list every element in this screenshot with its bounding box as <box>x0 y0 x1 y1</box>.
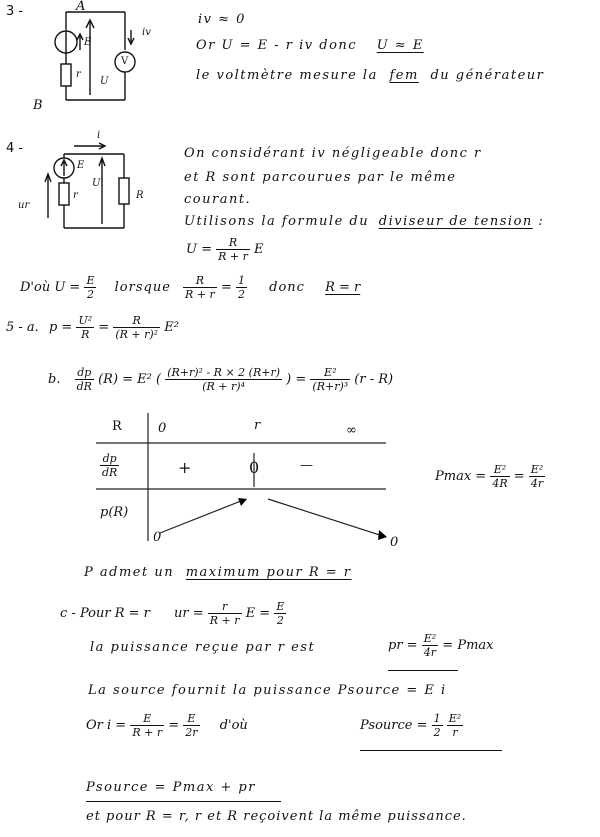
section-4-number: 4 - <box>6 141 24 156</box>
s5c-ur: ur = <box>174 606 204 622</box>
psource-underline <box>360 750 502 751</box>
s5c-f2-den: 2 <box>276 614 284 628</box>
pr-den: 4r <box>423 646 437 660</box>
s4-formula-num: R <box>216 236 250 250</box>
final-equation-underline <box>86 801 281 802</box>
psource-f2 <box>447 712 463 739</box>
table-row2-frac <box>100 452 119 479</box>
pr-num: E² <box>423 632 437 645</box>
emf-label-3: E <box>84 37 92 48</box>
s5c-l4-f1-den: R + r <box>132 726 163 740</box>
circuit-diagram-3 <box>30 0 160 110</box>
s5b-deriv-num: dp <box>75 366 94 380</box>
s4-formula <box>186 236 264 263</box>
s5a-f2 <box>113 314 160 341</box>
pmax-f2 <box>529 463 545 490</box>
s4-line4-link: diviseur de tension <box>378 214 533 229</box>
psource-f2-den: r <box>452 726 458 740</box>
table-minus: — <box>300 458 313 473</box>
current-label-3: iv <box>142 27 151 38</box>
c4-frac2-den: R + r <box>185 288 215 302</box>
node-a-label: A <box>76 0 86 14</box>
s5b-close: ) = <box>286 372 307 388</box>
psource-f2-num: E² <box>448 712 462 725</box>
s5c-label: c - Pour R = r <box>60 606 150 622</box>
table-bottom-left: 0 <box>153 530 162 545</box>
section-5c-line1 <box>60 600 286 627</box>
table-plus: + <box>178 458 192 477</box>
s5a-f1-den: R <box>81 328 90 342</box>
section-5a-line <box>6 314 179 341</box>
s5c-f2-num: E <box>276 600 285 613</box>
s5c-l4-f2-num: E <box>183 712 199 726</box>
pmax-formula <box>435 463 545 490</box>
s5c-f2 <box>274 600 286 627</box>
table-row3-label: p(R) <box>100 505 129 520</box>
psource-f1-den: 2 <box>433 726 441 740</box>
s5a-p-eq: p = <box>48 320 73 336</box>
s4-line4 <box>184 214 544 229</box>
maximum-line-pre: P admet un <box>84 565 175 580</box>
s5c-f1-den: R + r <box>209 614 240 628</box>
s3-line2 <box>196 38 424 53</box>
s3-line2-result: U ≈ E <box>376 38 424 53</box>
s5a-f2-den: (R + r)² <box>115 328 159 342</box>
pmax-f2-den: 4r <box>530 477 544 491</box>
s5b-big-num: (R+r)² - R × 2 (R+r) <box>167 366 281 379</box>
s5b-arg: (R) = E² ( <box>98 372 162 388</box>
s3-line2-text: Or U = E - r iv donc <box>196 38 358 53</box>
emf-label-4: E <box>77 160 85 171</box>
s5c-l4-eq: = <box>168 718 180 734</box>
s5b-f-den: (R+r)³ <box>312 380 349 394</box>
s5a-e2: E² <box>164 320 179 336</box>
c4-mid: lorsque <box>114 280 171 296</box>
current-label-4: i <box>97 130 101 141</box>
s5c-l4-f1 <box>130 712 164 739</box>
section-5c-line3: La source fournit la puissance Psource = E i <box>88 683 447 698</box>
s4-line4-text: Utilisons la formule du <box>184 214 370 229</box>
s3-line3-post: du générateur <box>430 68 545 83</box>
psource-formula <box>360 712 463 739</box>
c4-frac3-num: 1 <box>237 274 245 287</box>
s3-line1: iv ≈ 0 <box>198 12 246 27</box>
c4-frac3 <box>236 274 247 301</box>
maximum-line-link: maximum pour R = r <box>185 565 352 580</box>
s4-line2: et R sont parcourues par le même <box>184 170 457 185</box>
resistor-label-3: r <box>76 69 81 80</box>
s5c-e: E = <box>245 606 271 622</box>
pr-post: = Pmax <box>442 638 494 654</box>
pmax-label: Pmax = <box>435 469 487 485</box>
c4-donc: donc <box>269 280 305 296</box>
s4-line3: courant. <box>184 192 252 207</box>
table-row1-zero: 0 <box>158 421 167 436</box>
s4-line4-post: : <box>538 214 545 229</box>
s5a-label: 5 - a. <box>6 320 39 336</box>
table-row2-num: dp <box>100 452 119 466</box>
pmax-f1-num: E² <box>490 463 509 477</box>
section-5b-line <box>48 366 393 393</box>
table-row1-infinity: ∞ <box>346 423 357 438</box>
s5a-f1 <box>76 314 94 341</box>
c4-frac1-den: 2 <box>86 288 94 302</box>
c4-result: R = r <box>325 280 361 296</box>
s5c-l4-mid: d'où <box>219 718 248 734</box>
psource-label: Psource = <box>360 718 428 734</box>
s5b-f <box>310 366 350 393</box>
s5c-f1 <box>208 600 242 627</box>
ur-label-4: ur <box>18 200 30 211</box>
s5b-f-num: E² <box>310 366 350 380</box>
s4-line1: On considérant iv négligeable donc r <box>184 146 482 161</box>
s5c-l4-f2 <box>183 712 199 739</box>
maximum-line <box>84 565 351 580</box>
table-bottom-right: 0 <box>390 535 399 550</box>
s4-formula-lhs: U = <box>186 242 212 258</box>
s5c-l4-f1-num: E <box>130 712 164 726</box>
s4-formula-fraction <box>216 236 250 263</box>
resistor-r-label-4: r <box>73 190 78 201</box>
s4-formula-rhs: E <box>254 242 264 258</box>
s5a-f1-num: U² <box>78 314 93 327</box>
voltage-label-3: U <box>100 76 109 87</box>
s3-line3-fem: fem <box>389 68 419 83</box>
psource-f1-num: 1 <box>433 712 441 725</box>
final-sentence: et pour R = r, r et R reçoivent la même puissance. <box>86 809 467 824</box>
pmax-f2-num: E² <box>530 463 544 476</box>
pmax-eq: = <box>513 469 525 485</box>
s5c-l4-pre: Or i = <box>86 718 127 734</box>
s5a-eq: = <box>98 320 110 336</box>
s5b-deriv <box>75 366 94 393</box>
s5c-f1-num: r <box>208 600 242 614</box>
circuit-diagram-4 <box>14 128 164 238</box>
pr-label: pr = <box>388 638 418 654</box>
c4-frac1-num: E <box>86 274 95 287</box>
final-equation: Psource = Pmax + pr <box>86 780 256 795</box>
pr-underline <box>388 670 458 671</box>
section-5c-line4 <box>86 712 248 739</box>
s5b-deriv-den: dR <box>76 380 92 394</box>
voltmeter-label: V <box>121 56 129 67</box>
pr-frac <box>422 632 438 659</box>
psource-f1 <box>432 712 443 739</box>
c4-frac1 <box>84 274 96 301</box>
s5b-big-frac <box>165 366 282 393</box>
table-row2-label <box>100 452 119 479</box>
s3-line3 <box>196 68 544 83</box>
table-row1-label: R <box>112 419 122 434</box>
s5b-label: b. <box>48 372 61 388</box>
pmax-f1-den: 4R <box>492 477 508 491</box>
section-3-number: 3 - <box>6 4 24 19</box>
pmax-f1 <box>490 463 509 490</box>
c4-frac2-num: R <box>183 274 217 288</box>
table-zero: 0 <box>249 458 260 477</box>
section-5c-line2: la puissance reçue par r est <box>90 640 316 655</box>
s5b-tail: (r - R) <box>354 372 394 388</box>
pr-formula <box>388 632 493 659</box>
c4-frac2 <box>183 274 217 301</box>
table-row1-r: r <box>254 418 261 433</box>
c4-frac3-den: 2 <box>237 288 245 302</box>
s5a-f2-num: R <box>113 314 160 328</box>
voltage-label-4: U <box>92 178 101 189</box>
s3-line3-text: le voltmètre mesure la <box>196 68 378 83</box>
s5b-big-den: (R + r)⁴ <box>202 380 245 394</box>
s4-formula-den: R + r <box>218 250 248 264</box>
node-b-label: B <box>33 98 43 113</box>
c4-pre: D'où U = <box>20 280 81 296</box>
table-row2-den: dR <box>102 466 118 480</box>
s5c-l4-f2-den: 2r <box>185 726 198 740</box>
c4-eq: = <box>220 280 232 296</box>
resistor-R-label-4: R <box>136 190 144 201</box>
conclusion-4-line <box>20 274 360 301</box>
